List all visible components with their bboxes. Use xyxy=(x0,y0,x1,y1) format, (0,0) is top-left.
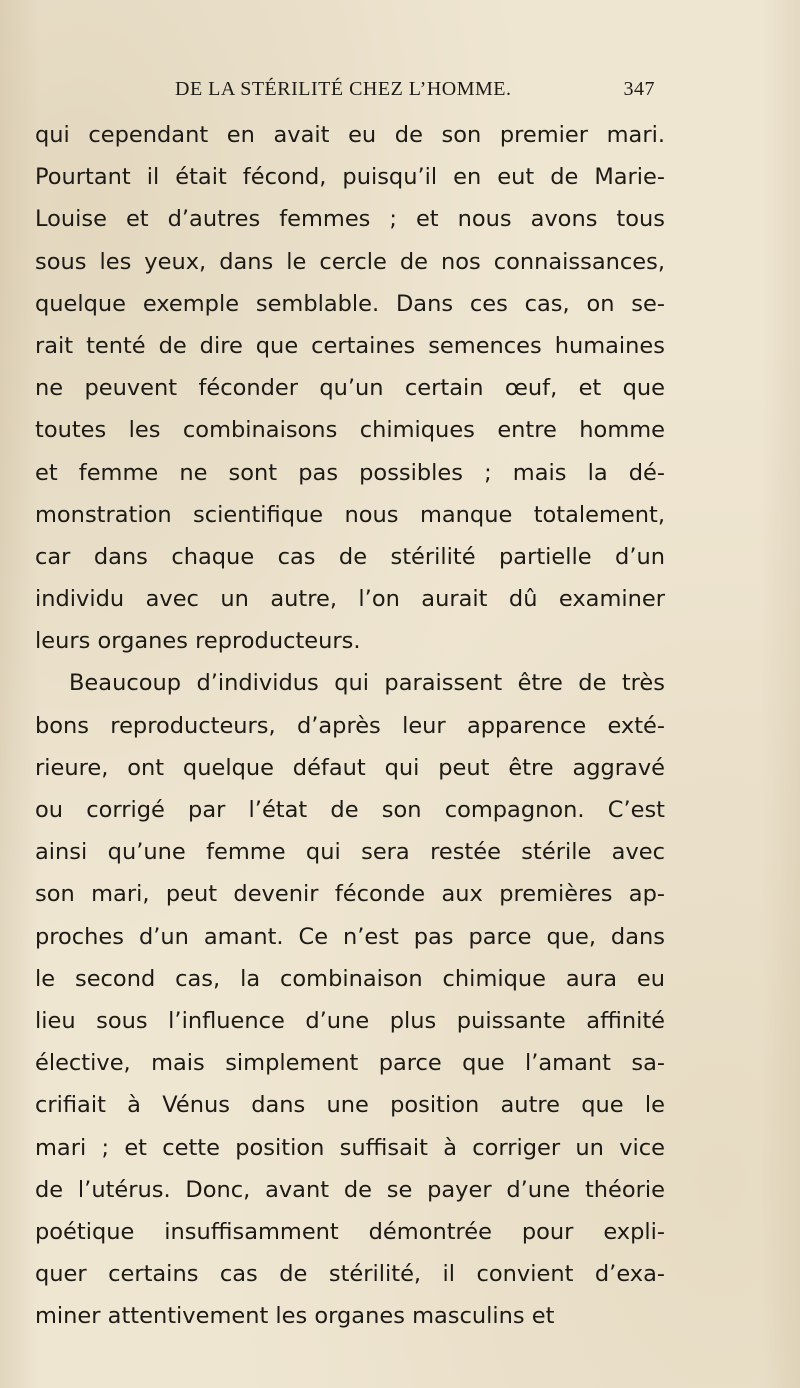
text-line: bons reproducteurs, d’après leur apparence exté- xyxy=(35,712,665,739)
text-line: car dans chaque cas de stérilité partielle d’un xyxy=(35,543,665,570)
text-line: rieure, ont quelque défaut qui peut être aggravé xyxy=(35,754,665,781)
body-text xyxy=(35,114,665,1337)
text-line: ainsi qu’une femme qui sera restée stérile avec xyxy=(35,839,665,866)
text-line: élective, mais simplement parce que l’amant sa- xyxy=(35,1050,665,1077)
text-line: rait tenté de dire que certaines semences humaines xyxy=(35,332,665,359)
text-line: lieu sous l’influence d’une plus puissante affinité xyxy=(35,1007,665,1034)
text-line: sous les yeux, dans le cercle de nos connaissances, xyxy=(35,248,665,275)
text-line: de l’utérus. Donc, avant de se payer d’une théorie xyxy=(35,1176,665,1203)
text-line: individu avec un autre, l’on aurait dû examiner xyxy=(35,586,665,613)
paragraph xyxy=(35,662,665,1337)
text-line: miner attentivement les organes masculins et xyxy=(35,1303,555,1330)
text-line: Beaucoup d’individus qui paraissent être de très xyxy=(69,670,665,697)
text-line: ou corrigé par l’état de son compagnon. C’est xyxy=(35,797,665,823)
text-line: crifiait à Vénus dans une position autre que le xyxy=(35,1092,665,1119)
text-line: Louise et d’autres femmes ; et nous avons tous xyxy=(35,206,665,233)
text-line: mari ; et cette position suffisait à corriger un vice xyxy=(35,1134,665,1161)
text-line: leurs organes reproducteurs. xyxy=(35,628,361,655)
text-line: ne peuvent féconder qu’un certain œuf, et que xyxy=(35,375,665,402)
text-line: toutes les combinaisons chimiques entre homme xyxy=(35,417,665,444)
text-line: proches d’un amant. Ce n’est pas parce que, dans xyxy=(35,923,665,950)
text-line: quer certains cas de stérilité, il convient d’exa- xyxy=(35,1261,665,1288)
text-line: poétique insuffisamment démontrée pour expli- xyxy=(35,1218,665,1245)
text-line: qui cependant en avait eu de son premier mari. xyxy=(35,122,665,148)
paragraph xyxy=(35,114,665,662)
running-head xyxy=(175,78,655,108)
text-line: quelque exemple semblable. Dans ces cas, on se- xyxy=(35,290,665,317)
text-line: Pourtant il était fécond, puisqu’il en eut de Marie- xyxy=(35,164,665,191)
text-line: son mari, peut devenir féconde aux premières ap- xyxy=(35,881,665,908)
page-number: 347 xyxy=(623,78,655,100)
text-line: le second cas, la combinaison chimique aura eu xyxy=(35,965,665,992)
running-head-title: DE LA STÉRILITÉ CHEZ L’HOMME. xyxy=(175,78,512,100)
text-line: et femme ne sont pas possibles ; mais la dé- xyxy=(35,459,665,486)
text-line: monstration scientifique nous manque totalement, xyxy=(35,501,665,528)
